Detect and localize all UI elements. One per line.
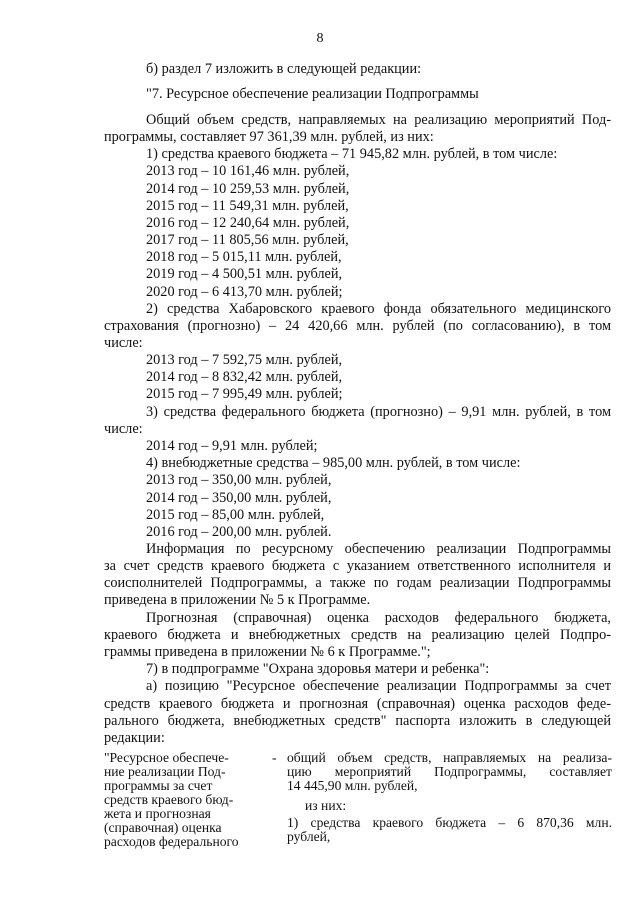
- text-line: 2015 год – 7 995,49 млн. рублей;: [146, 386, 343, 402]
- text-line: 2018 год – 5 015,11 млн. рублей,: [146, 249, 342, 265]
- text-line: числе:: [104, 335, 143, 351]
- table-left-cell-line: расходов федерального: [104, 834, 239, 849]
- text-line: краевого бюджета и внебюджетных средств на реализацию целей Подпро-: [104, 627, 611, 643]
- text-line: 2014 год – 10 259,53 млн. рублей,: [146, 181, 350, 197]
- text-line: 1) средства краевого бюджета – 71 945,82 млн. рублей, в том числе:: [146, 146, 558, 162]
- table-right-cell-line: из них:: [305, 798, 347, 813]
- text-line: 2013 год – 7 592,75 млн. рублей,: [146, 352, 343, 368]
- text-line: числе:: [104, 421, 143, 437]
- table-left-cell-line: программы за счет: [104, 778, 213, 793]
- text-line: 3) средства федерального бюджета (прогнозно) – 9,91 млн. рублей, в том: [146, 404, 611, 420]
- table-right-cell-line: общий объем средств, направляемых на реализа-: [287, 750, 612, 765]
- table-left-cell-line: ние реализации Под-: [104, 764, 226, 779]
- text-line: Прогнозная (справочная) оценка расходов федерального бюджета,: [146, 610, 611, 626]
- text-line: приведена в приложении № 5 к Программе.: [104, 592, 371, 608]
- text-line: 2013 год – 350,00 млн. рублей,: [146, 472, 332, 488]
- text-line: б) раздел 7 изложить в следующей редакции:: [146, 61, 422, 77]
- text-line: 7) в подпрограмме "Охрана здоровья матери и ребенка":: [146, 661, 490, 677]
- text-line: 2020 год – 6 413,70 млн. рублей;: [146, 284, 343, 300]
- table-left-cell-line: "Ресурсное обеспече-: [104, 750, 229, 765]
- text-line: 2016 год – 12 240,64 млн. рублей,: [146, 215, 350, 231]
- text-line: редакции:: [104, 730, 165, 746]
- text-line: рального бюджета, внебюджетных средств" паспорта изложить в следующей: [104, 713, 611, 729]
- text-line: 2014 год – 9,91 млн. рублей;: [146, 438, 318, 454]
- text-line: Информация по ресурсному обеспечению реализации Подпрограммы: [146, 541, 611, 557]
- text-line: а) позицию "Ресурсное обеспечение реализации Подпрограммы за счет: [146, 678, 611, 694]
- text-line: 2019 год – 4 500,51 млн. рублей,: [146, 266, 343, 282]
- text-line: страхования (прогнозно) – 24 420,66 млн. рублей (по согласованию), в том: [104, 318, 611, 334]
- text-line: 2014 год – 350,00 млн. рублей,: [146, 490, 332, 506]
- text-line: за счет средств краевого бюджета с указанием ответственного исполнителя и: [104, 558, 611, 574]
- table-right-cell-line: рублей,: [287, 829, 331, 844]
- text-line: 2015 год – 85,00 млн. рублей,: [146, 507, 325, 523]
- table-right-cell-line: 14 445,90 млн. рублей,: [287, 778, 418, 793]
- text-line: 2014 год – 8 832,42 млн. рублей,: [146, 369, 343, 385]
- text-line: соисполнителей Подпрограммы, а также по годам реализации Подпрограммы: [104, 575, 611, 591]
- text-line: "7. Ресурсное обеспечение реализации Подпрограммы: [146, 86, 479, 102]
- text-line: 2) средства Хабаровского краевого фонда обязательного медицинского: [146, 301, 611, 317]
- table-left-cell-line: (справочная) оценка: [104, 820, 222, 835]
- text-line: 2015 год – 11 549,31 млн. рублей,: [146, 198, 349, 214]
- page-number: 8: [316, 31, 324, 46]
- text-line: 2013 год – 10 161,46 млн. рублей,: [146, 163, 350, 179]
- table-left-cell-line: жета и прогнозная: [104, 806, 211, 821]
- text-line: средств краевого бюджета и прогнозная (справочная) оценка расходов феде-: [104, 696, 611, 712]
- table-right-cell-line: 1) средства краевого бюджета – 6 870,36 млн.: [287, 815, 612, 830]
- text-line: 2016 год – 200,00 млн. рублей.: [146, 524, 332, 540]
- text-line: программы, составляет 97 361,39 млн. рублей, из них:: [104, 129, 434, 145]
- text-line: граммы приведена в приложении № 6 к Программе.";: [104, 644, 431, 660]
- text-line: 2017 год – 11 805,56 млн. рублей,: [146, 232, 349, 248]
- text-line: 4) внебюджетные средства – 985,00 млн. рублей, в том числе:: [146, 455, 521, 471]
- text-line: Общий объем средств, направляемых на реализацию мероприятий Под-: [146, 112, 611, 128]
- table-right-cell-line: цию мероприятий Подпрограммы, составляет: [287, 764, 612, 779]
- table-left-cell-line: средств краевого бюд-: [104, 792, 234, 807]
- table-dash: -: [272, 750, 277, 765]
